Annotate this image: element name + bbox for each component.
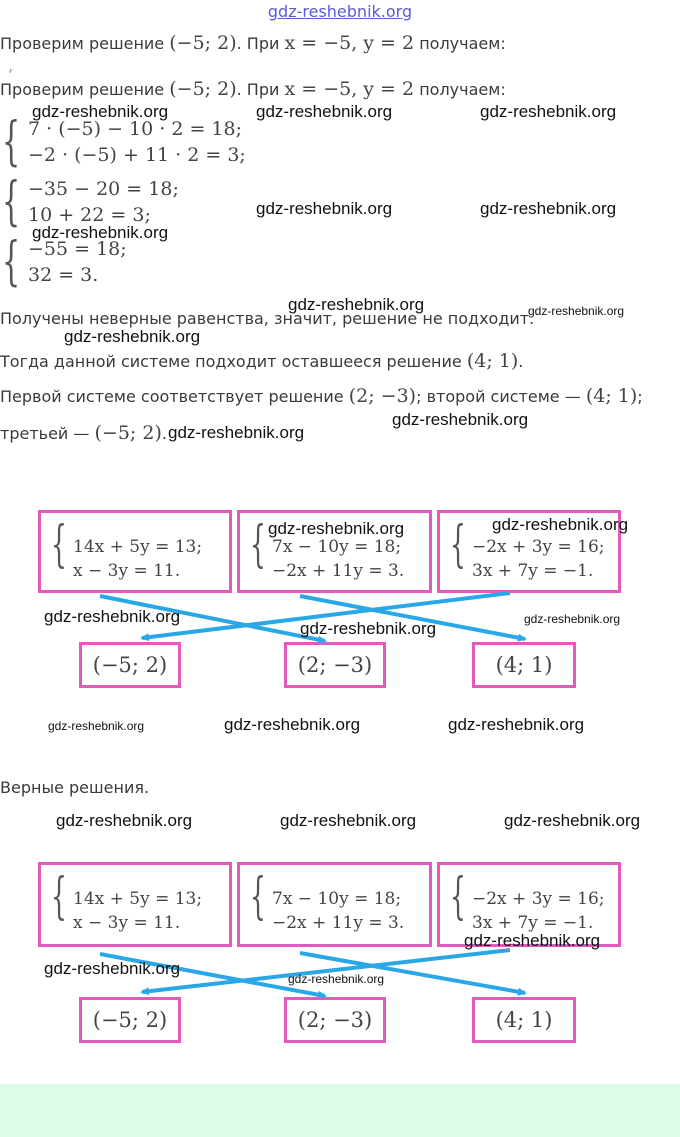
- final-pair-1: (2; −3): [348, 385, 417, 407]
- answer-box-1: (−5; 2): [79, 642, 181, 688]
- watermark: gdz-reshebnik.org: [256, 102, 393, 121]
- watermark: gdz-reshebnik.org: [480, 199, 617, 218]
- answer-box-5: (2; −3): [284, 997, 386, 1043]
- equation-row: −2x + 3y = 16;: [472, 537, 605, 557]
- check-pair-2: (−5; 2): [169, 78, 237, 100]
- watermark: gdz-reshebnik.org: [168, 423, 305, 442]
- check-assignment: x = −5, y = 2: [284, 32, 415, 54]
- watermark: gdz-reshebnik.org: [288, 972, 385, 986]
- watermark: gdz-reshebnik.org: [44, 607, 181, 626]
- answer-box-2: (2; −3): [284, 642, 386, 688]
- answer-box-4: (−5; 2): [79, 997, 181, 1043]
- brace-icon: {: [2, 112, 21, 172]
- brace-icon: {: [2, 172, 21, 232]
- equation-row: 14x + 5y = 13;: [73, 889, 203, 909]
- watermark: gdz-reshebnik.org: [524, 612, 621, 626]
- watermark: gdz-reshebnik.org: [48, 719, 145, 733]
- watermark: gdz-reshebnik.org: [492, 515, 629, 534]
- watermark: gdz-reshebnik.org: [64, 327, 201, 346]
- watermark: gdz-reshebnik.org: [300, 619, 437, 638]
- remaining-end: .: [518, 352, 524, 371]
- equation-row: 3x + 7y = −1.: [472, 913, 594, 933]
- final-third-text: третьей —: [0, 424, 90, 443]
- brace-icon: {: [450, 867, 466, 925]
- equation-box-4: [38, 862, 232, 947]
- brace-icon: {: [51, 515, 67, 573]
- watermark: gdz-reshebnik.org: [56, 811, 193, 830]
- final-end: .: [161, 424, 167, 443]
- final-first-text: Первой системе соответствует решение: [0, 387, 344, 406]
- watermark: gdz-reshebnik.org: [268, 519, 405, 538]
- brace-icon: {: [450, 515, 466, 573]
- watermark: gdz-reshebnik.org: [44, 959, 181, 978]
- watermark: gdz-reshebnik.org: [480, 102, 617, 121]
- watermark: gdz-reshebnik.org: [504, 811, 641, 830]
- equation-row: 14x + 5y = 13;: [73, 537, 203, 557]
- answer-box-6: (4; 1): [472, 997, 576, 1043]
- system-row: −35 − 20 = 18;: [28, 178, 179, 200]
- answer-box-3: (4; 1): [472, 642, 576, 688]
- system-row: 10 + 22 = 3;: [28, 204, 151, 226]
- brace-icon: {: [51, 867, 67, 925]
- final-semi: ;: [637, 387, 643, 406]
- remaining-text: Тогда данной системе подходит оставшееся решение: [0, 352, 462, 371]
- watermark: gdz-reshebnik.org: [392, 410, 529, 429]
- check-text-2: Проверим решение: [0, 80, 165, 99]
- watermark: gdz-reshebnik.org: [32, 223, 169, 242]
- watermark: gdz-reshebnik.org: [280, 811, 417, 830]
- equation-row: 3x + 7y = −1.: [472, 561, 594, 581]
- check-pair: (−5; 2): [169, 32, 237, 54]
- check-receive-text-2: получаем:: [419, 80, 506, 99]
- equation-row: −2x + 3y = 16;: [472, 889, 605, 909]
- equation-row: x − 3y = 11.: [73, 913, 181, 933]
- equation-row: 7x − 10y = 18;: [272, 889, 402, 909]
- brace-icon: {: [250, 515, 266, 573]
- watermark: gdz-reshebnik.org: [288, 295, 425, 314]
- watermark: gdz-reshebnik.org: [528, 304, 625, 318]
- watermark: gdz-reshebnik.org: [256, 199, 393, 218]
- final-pair-3: (−5; 2): [94, 422, 162, 444]
- conclusion-wrong: Получены неверные равенства, значит, решение не подходит.: [0, 309, 535, 328]
- equation-box-5: [237, 862, 432, 947]
- watermark: gdz-reshebnik.org: [32, 102, 169, 121]
- equation-row: −2x + 11y = 3.: [272, 913, 405, 933]
- check-at-text: . При: [236, 34, 280, 53]
- system-row: 32 = 3.: [28, 264, 99, 286]
- check-receive-text: получаем:: [419, 34, 506, 53]
- system-row: 7 · (−5) − 10 · 2 = 18;: [28, 118, 243, 140]
- watermark: gdz-reshebnik.org: [448, 715, 585, 734]
- top-watermark-link[interactable]: gdz-reshebnik.org: [267, 2, 413, 21]
- brace-icon: {: [2, 232, 21, 292]
- equation-row: x − 3y = 11.: [73, 561, 181, 581]
- system-row: −55 = 18;: [28, 238, 127, 260]
- check-assignment-2: x = −5, y = 2: [284, 78, 415, 100]
- system-row: −2 · (−5) + 11 · 2 = 3;: [28, 144, 246, 166]
- check-text: Проверим решение: [0, 34, 165, 53]
- watermark: gdz-reshebnik.org: [224, 715, 361, 734]
- stray-mark: ,: [8, 56, 14, 75]
- equation-row: −2x + 11y = 3.: [272, 561, 405, 581]
- final-second-text: ; второй системе —: [416, 387, 581, 406]
- check-at-text-2: . При: [236, 80, 280, 99]
- bottom-band: [0, 1084, 680, 1137]
- correct-label: Верные решения.: [0, 778, 150, 797]
- remaining-pair: (4; 1): [466, 350, 519, 372]
- brace-icon: {: [250, 867, 266, 925]
- equation-row: 7x − 10y = 18;: [272, 537, 402, 557]
- final-pair-2: (4; 1): [585, 385, 638, 407]
- watermark: gdz-reshebnik.org: [464, 931, 601, 950]
